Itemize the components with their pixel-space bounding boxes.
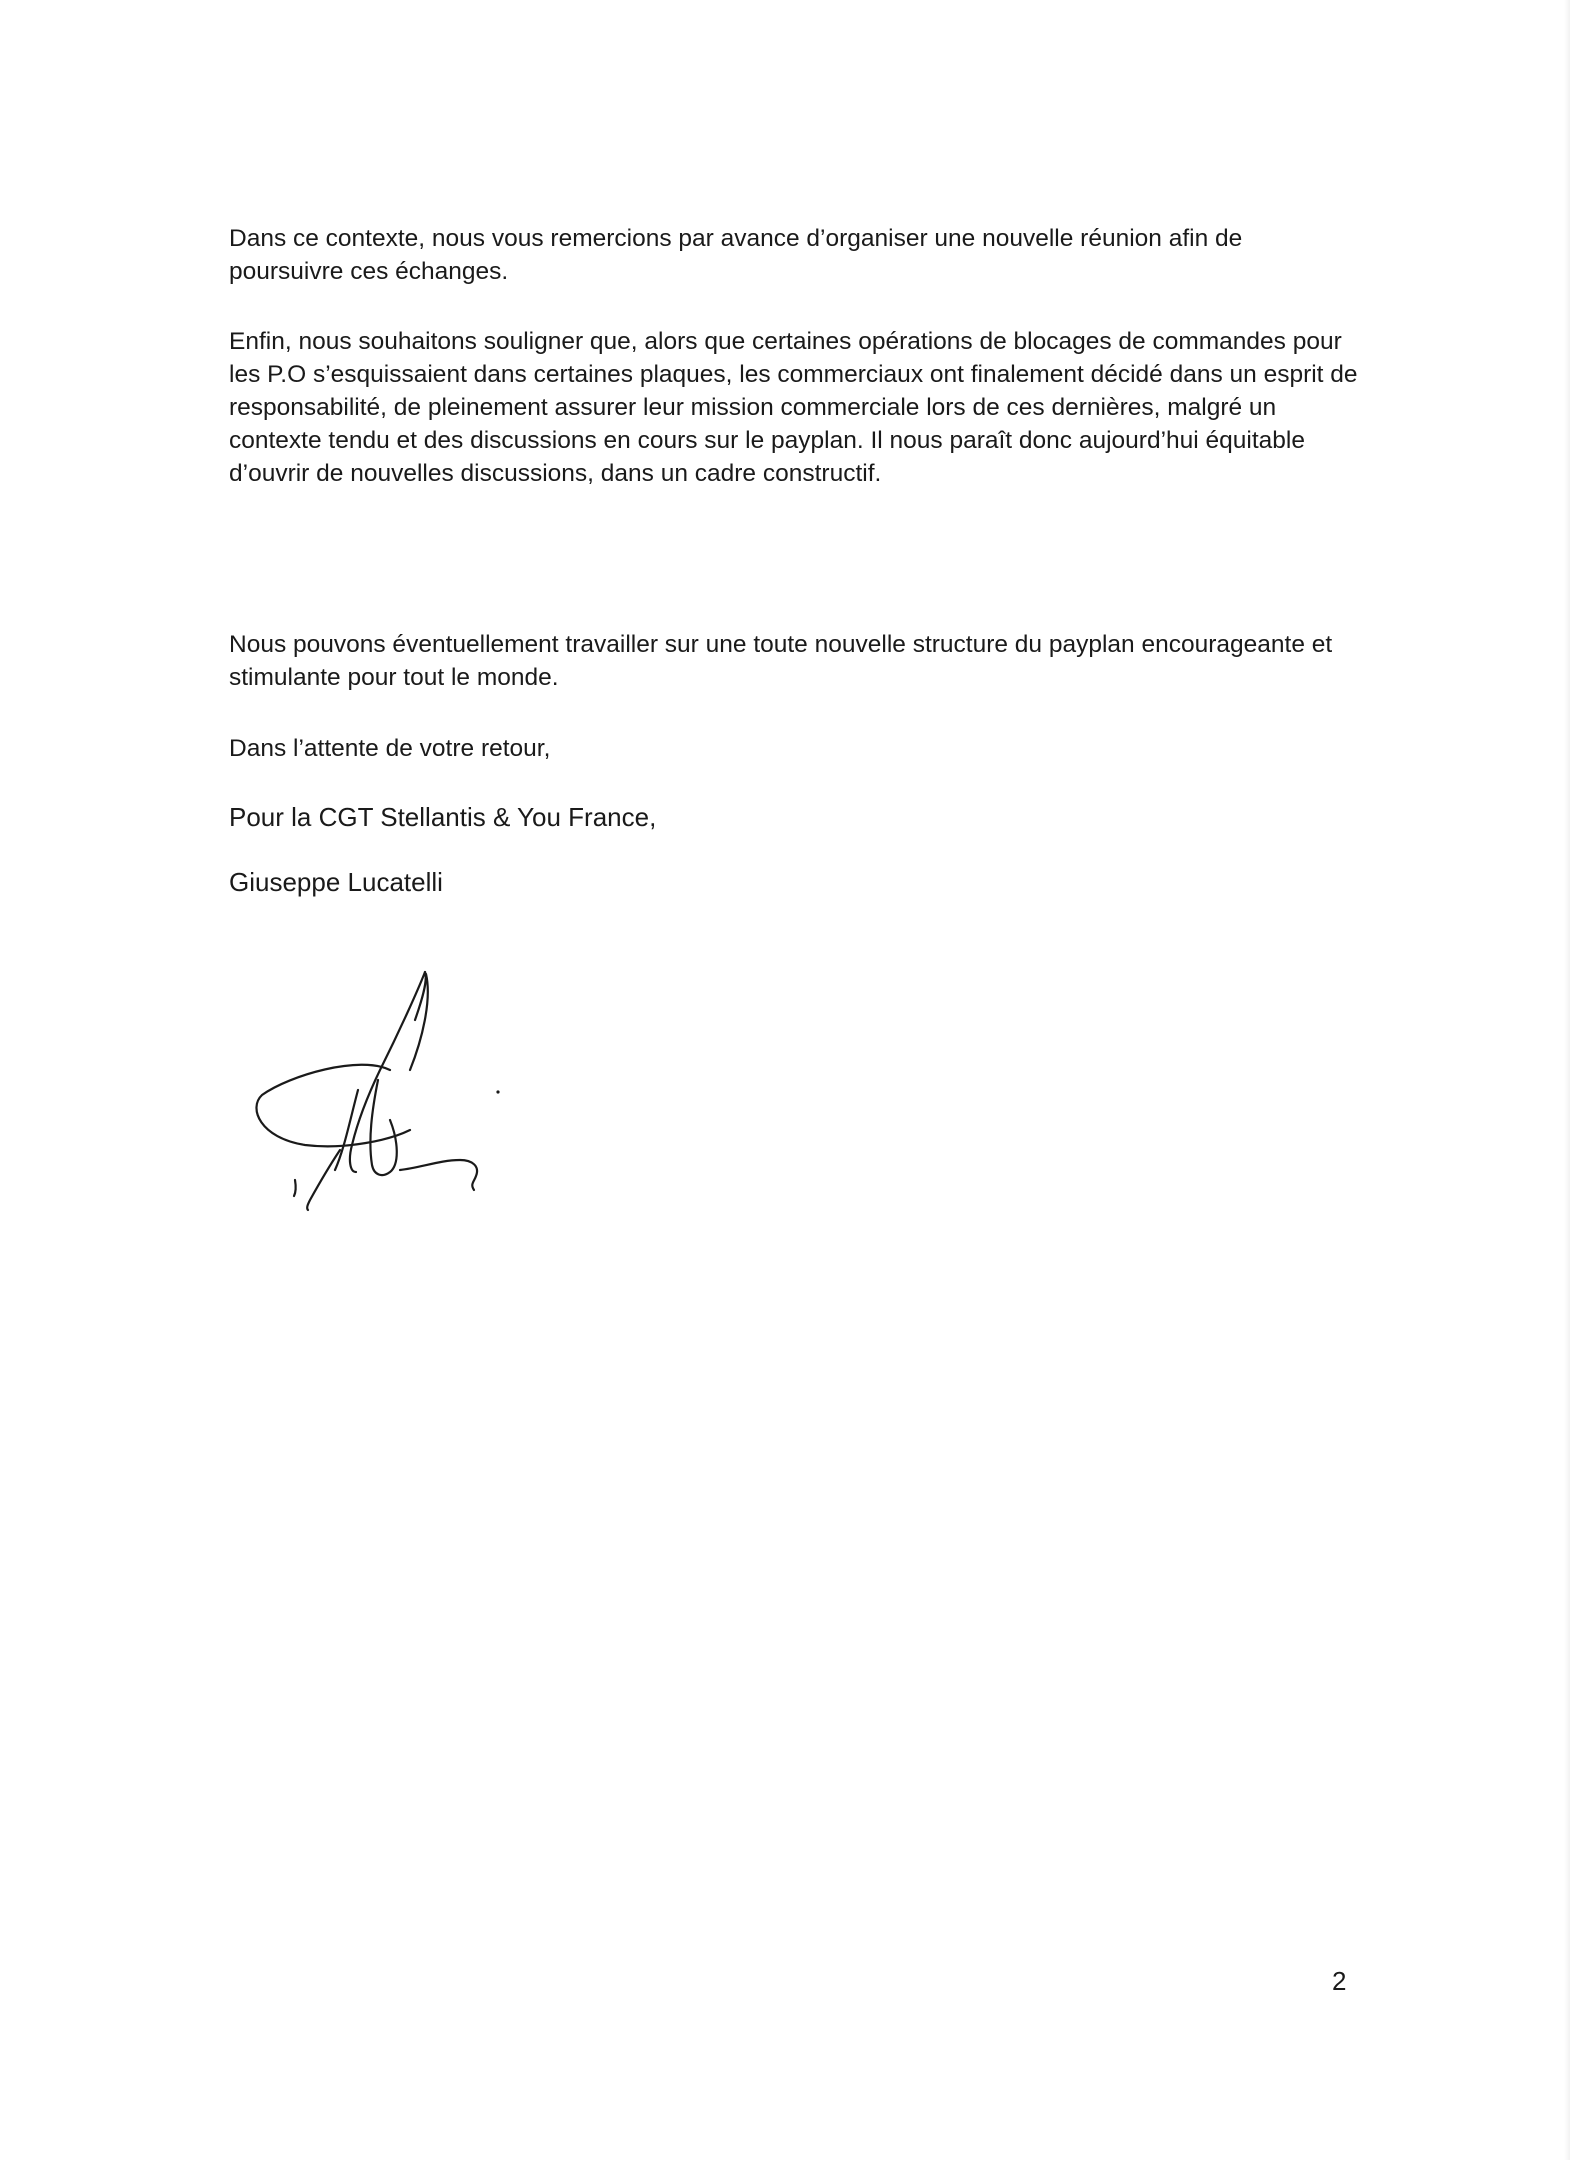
paragraph-awaiting-reply: Dans l’attente de votre retour, — [229, 735, 551, 762]
signatory-name: Giuseppe Lucatelli — [229, 867, 443, 897]
signoff-line: Pour la CGT Stellantis & You France, — [229, 802, 657, 832]
paragraph-new-meeting: Dans ce contexte, nous vous remercions par avance d’organiser une nouvelle réunion afin de poursuivre ces échanges. — [229, 225, 1243, 285]
paragraph-new-payplan-structure: Nous pouvons éventuellement travailler sur une toute nouvelle structure du payplan encourageante et stimulante pour tout le monde. — [229, 631, 1333, 691]
page-number: 2 — [1332, 1966, 1347, 1996]
handwritten-signature — [250, 960, 510, 1220]
paragraph-commercial-responsibility: Enfin, nous souhaitons souligner que, alors que certaines opérations de blocages de commandes pour les P.O s’esquissaient dans certaines plaques, les commerciaux ont finalement décidé dans un esprit de responsabilité, de pleinement assurer leur mission commerciale lors de ces dernières, malgré un contexte tendu et des discussions en cours sur le payplan. Il nous paraît donc aujourd’hui équitable d’ouvrir de nouvelles discussions, dans un cadre constructif. — [229, 328, 1358, 487]
scan-edge — [1564, 0, 1570, 2160]
